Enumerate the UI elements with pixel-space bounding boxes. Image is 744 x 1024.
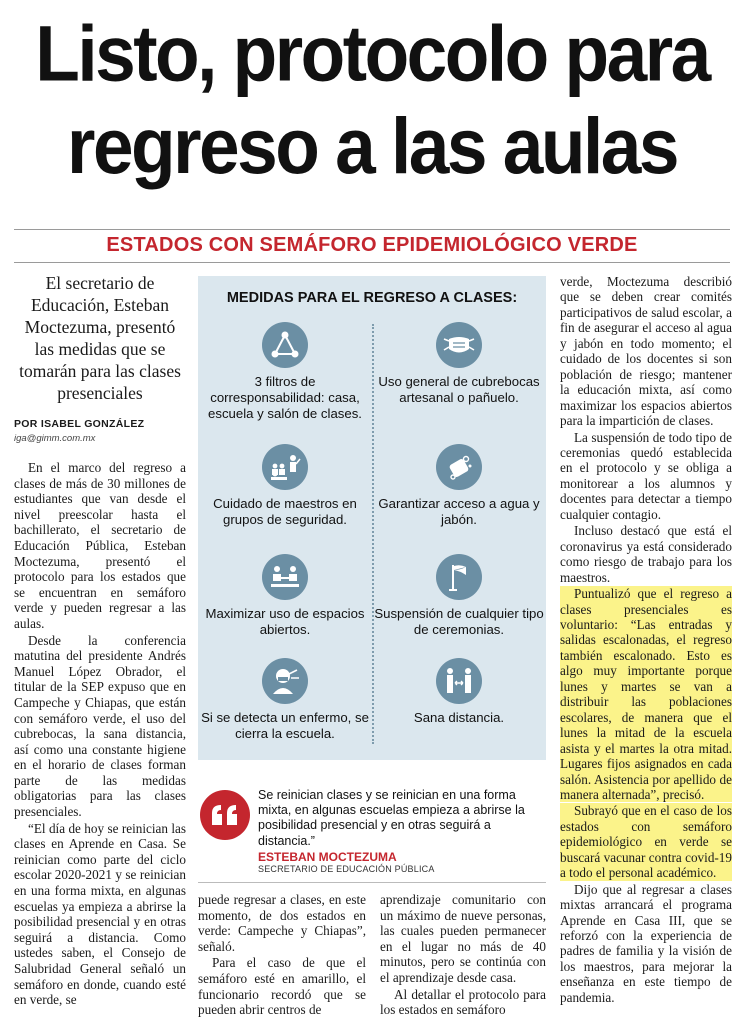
paragraph: Incluso destacó que está el coronavirus ya está considerado como riesgo de trabajo para los maestros. — [560, 523, 732, 585]
panel-title: MEDIDAS PARA EL REGRESO A CLASES: — [226, 290, 518, 306]
measure-label: 3 filtros de corresponsabilidad: casa, escuela y salón de clases. — [208, 374, 362, 421]
distance-people-icon — [436, 658, 482, 704]
measure-sick-closure — [200, 658, 370, 742]
face-mask-icon — [436, 322, 482, 368]
author-email: iga@gimm.com.mx — [14, 433, 96, 444]
paragraph: La suspensión de todo tipo de ceremonias quedó establecida en el protocolo y se obliga a monitorear a los alumnos y docentes para detectar a tiempo cualquier contagio. — [560, 429, 732, 522]
paragraph: “El día de hoy se reinician las clases en Aprende en Casa. Se reinician como parte del ciclo escolar 2020-2021 y se reinician en una forma mixta, en algunas escuelas ya empieza a abrirse la posibilidad presencial y en otras seguirá a distancia. Como ustedes saben, el Consejo de Salubridad General señaló un semáforo en donde, cuando esté en verde, se — [14, 820, 186, 1008]
paragraph: aprendizaje comunitario con un máximo de nueve personas, las cuales pueden permanecer en el lugar no más de 40 minutos, pero se continúa con el aprendizaje desde casa. — [380, 892, 546, 985]
quote-mark-icon — [200, 790, 250, 840]
paragraph: En el marco del regreso a clases de más de 30 millones de estudiantes que van desde el nivel preescolar hasta el bachillerato, el secretario de Educación Pública, Esteban Moctezuma, presentó el protocolo para los estados que se encuentran en semáforo verde y pueden regresar a las aulas. — [14, 460, 186, 631]
paragraph: Al detallar el protocolo para los estados en semáforo — [380, 986, 546, 1018]
measure-teachers — [200, 444, 370, 528]
subhead: ESTADOS CON SEMÁFORO EPIDEMIOLÓGICO VERDE — [106, 234, 638, 256]
measure-label: Sana distancia. — [413, 710, 505, 725]
soap-hands-icon — [436, 444, 482, 490]
measure-ceremonies — [374, 554, 544, 638]
teacher-group-icon — [262, 444, 308, 490]
paragraph: Desde la conferencia matutina del presidente Andrés Manuel López Obrador, el titular de la SEP expuso que en Campeche y Chiapas, que están con semáforo verde, el uso del cubrebocas, la sana distancia, así como una constante higiene en el horario de clases forman parte de las medidas obligatorias para las clases presenciales. — [14, 632, 186, 820]
quote-text: Se reinician clases y se reinician en una forma mixta, en algunas escuelas empieza a abrirse la posibilidad presencial y en otras seguirá a distancia.” — [258, 788, 525, 848]
paragraph: puede regresar a clases, en este momento, de dos estados en verde: Campeche y Chiapas”, señaló. — [198, 892, 366, 954]
byline: POR ISABEL GONZÁLEZ — [14, 418, 145, 430]
highlighted-paragraph: Subrayó que en el caso de los estados con semáforo epidemiológico en verde se buscará vacunar contra covid-19 a todo el personal académico. — [560, 803, 732, 881]
sick-person-icon — [262, 658, 308, 704]
column-4 — [560, 274, 732, 1006]
flag-icon — [436, 554, 482, 600]
measure-label: Suspensión de cualquier tipo de ceremonias. — [374, 606, 544, 637]
measure-label: Uso general de cubrebocas artesanal o pañuelo. — [378, 374, 540, 405]
quote-divider — [198, 882, 546, 883]
pull-quote — [198, 778, 546, 874]
measure-label: Garantizar acceso a agua y jabón. — [378, 496, 540, 527]
column-2 — [198, 892, 366, 1019]
measure-distance — [374, 658, 544, 726]
measures-panel — [198, 276, 546, 760]
headline — [0, 8, 744, 194]
bottom-rule — [14, 262, 730, 263]
measure-filters — [200, 322, 370, 422]
paragraph: Para el caso de que el semáforo esté en amarillo, el funcionario recordó que se pueden abrir centros de — [198, 955, 366, 1018]
top-rule — [14, 229, 730, 230]
measure-water-soap — [374, 444, 544, 528]
column-3 — [380, 892, 546, 1019]
headline-line-1: Listo, protocolo para — [35, 10, 709, 98]
quote-role: SECRETARIO DE EDUCACIÓN PÚBLICA — [258, 864, 435, 874]
deck: El secretario de Educación, Esteban Moctezuma, presentó las medidas que se tomarán para las clases presenciales — [19, 273, 181, 403]
column-1 — [14, 460, 186, 1009]
paragraph: Dijo que al regresar a clases mixtas arrancará el programa Aprende en Casa III, que se reforzó con la experiencia de padres de familia y la visión de los maestros, para mejorar la enseñanza en este tiempo de pandemia. — [560, 881, 732, 1005]
headline-line-2: regreso a las aulas — [67, 103, 677, 191]
highlighted-paragraph: Puntualizó que el regreso a clases presenciales es voluntario: “Las entradas y salidas escalonadas, el regreso también escalonado. Esto es algo muy importante porque lunes y martes se van a distribuir las poblaciones escolares, de manera que el lunes la mitad de la escuela asista y el martes la otra mitad. Lugares fijos asignados en cada salón. Asistencia por apellido de manera alternada”, precisó. — [560, 586, 732, 802]
triangle-nodes-icon — [262, 322, 308, 368]
measure-mask — [374, 322, 544, 406]
measure-label: Cuidado de maestros en grupos de seguridad. — [213, 496, 357, 527]
measure-open-spaces — [200, 554, 370, 638]
measure-label: Maximizar uso de espacios abiertos. — [205, 606, 365, 637]
quote-author: ESTEBAN MOCTEZUMA — [258, 850, 397, 864]
paragraph: verde, Moctezuma describió que se deben crear comités participativos de salud escolar, a fin de asegurar el acceso al agua y jabón en todo momento; el cuidado de los docentes si son población de riesgo; mantener la educación mixta, así como maximizar los espacios abiertos para la impartición de clases. — [560, 274, 732, 429]
people-outdoors-icon — [262, 554, 308, 600]
measure-label: Si se detecta un enfermo, se cierra la escuela. — [201, 710, 369, 741]
